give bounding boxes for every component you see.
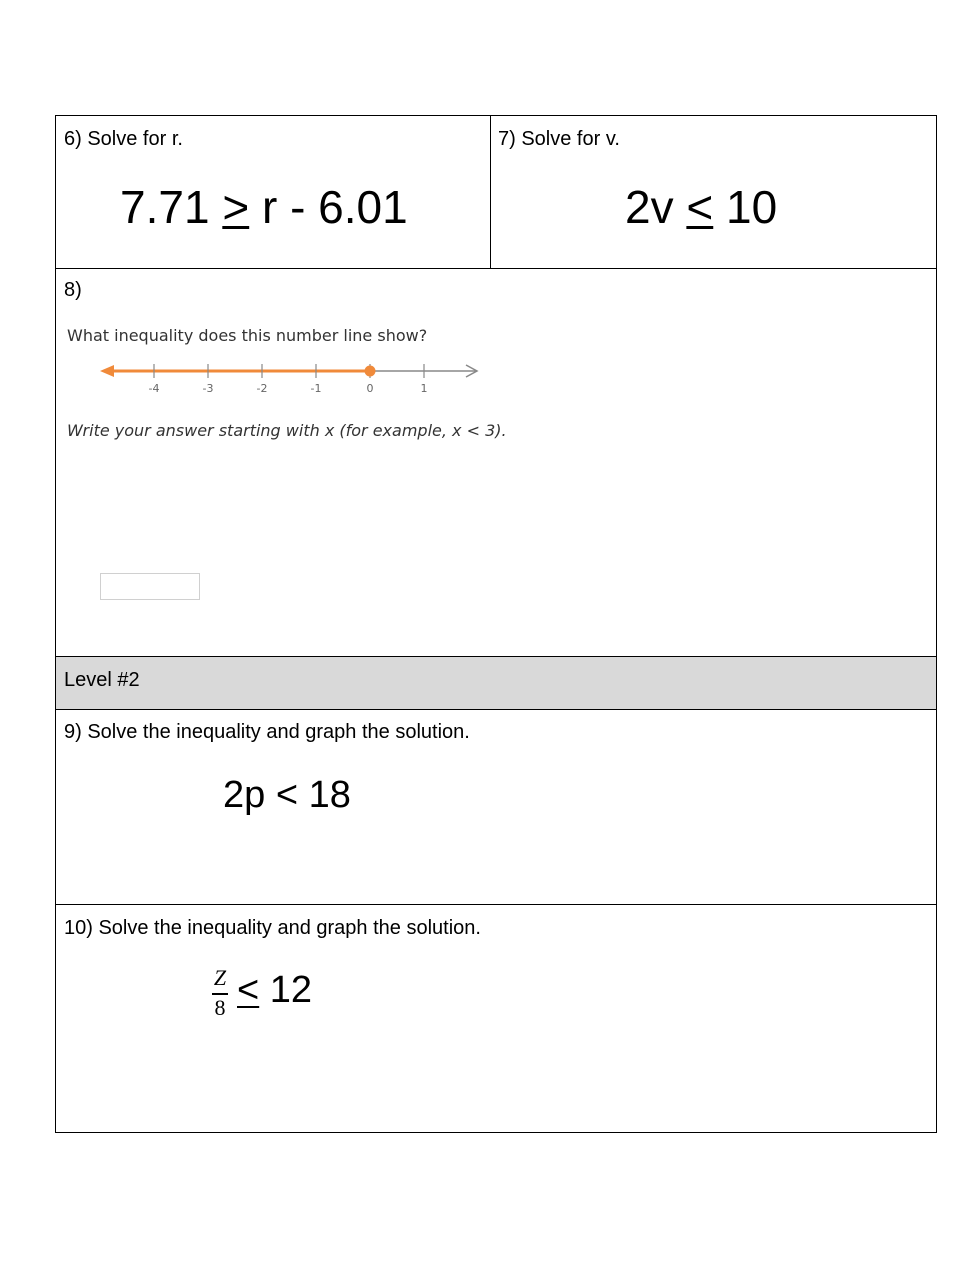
number-line-closed-point [365,366,376,377]
question-7-rhs: 10 [713,181,778,233]
number-line [94,354,494,399]
question-7-cell [491,116,937,268]
question-9-cell [56,710,937,904]
question-10-inequality [237,968,312,1012]
question-8-answer-input[interactable] [100,573,200,600]
level-label: Level #2 [64,669,140,691]
question-7-lhs: 2v [625,181,687,233]
question-6-label: 6) Solve for r. [64,128,183,150]
question-10-cell [56,905,937,1133]
question-7-label: 7) Solve for v. [498,128,620,150]
question-10-symbol: < [237,969,260,1011]
question-8-prompt: What inequality does this number line show? [67,326,428,345]
question-6-lhs: 7.71 [120,181,223,233]
number-line-tick-label: -3 [202,382,214,395]
question-7-inequality [625,181,777,233]
row-divider [56,656,936,657]
number-line-tick-label: -4 [148,382,160,395]
number-line-tick-label: -1 [310,382,322,395]
question-9-inequality: 2p < 18 [223,774,351,816]
question-6-inequality [120,181,408,233]
question-10-denominator: 8 [214,995,226,1020]
question-6-rhs: r - 6.01 [249,181,408,233]
number-line-tick-label: -2 [256,382,268,395]
question-9-label: 9) Solve the inequality and graph the solution. [64,721,470,743]
question-8-label: 8) [64,279,82,301]
level-band [56,657,936,709]
question-6-cell [56,116,490,268]
number-line-left-arrow-icon [100,365,114,377]
number-line-tick-label: 1 [420,382,428,395]
question-7-symbol: < [686,181,714,233]
question-6-symbol: > [222,181,250,233]
question-8-hint: Write your answer starting with x (for example, x < 3). [67,421,507,440]
question-10-numerator: Z [213,965,227,990]
question-8-cell [56,269,937,656]
question-10-rhs: 12 [259,969,313,1011]
number-line-tick-label: 0 [366,382,374,395]
worksheet-table [55,115,937,1133]
question-10-label: 10) Solve the inequality and graph the solution. [64,917,481,939]
